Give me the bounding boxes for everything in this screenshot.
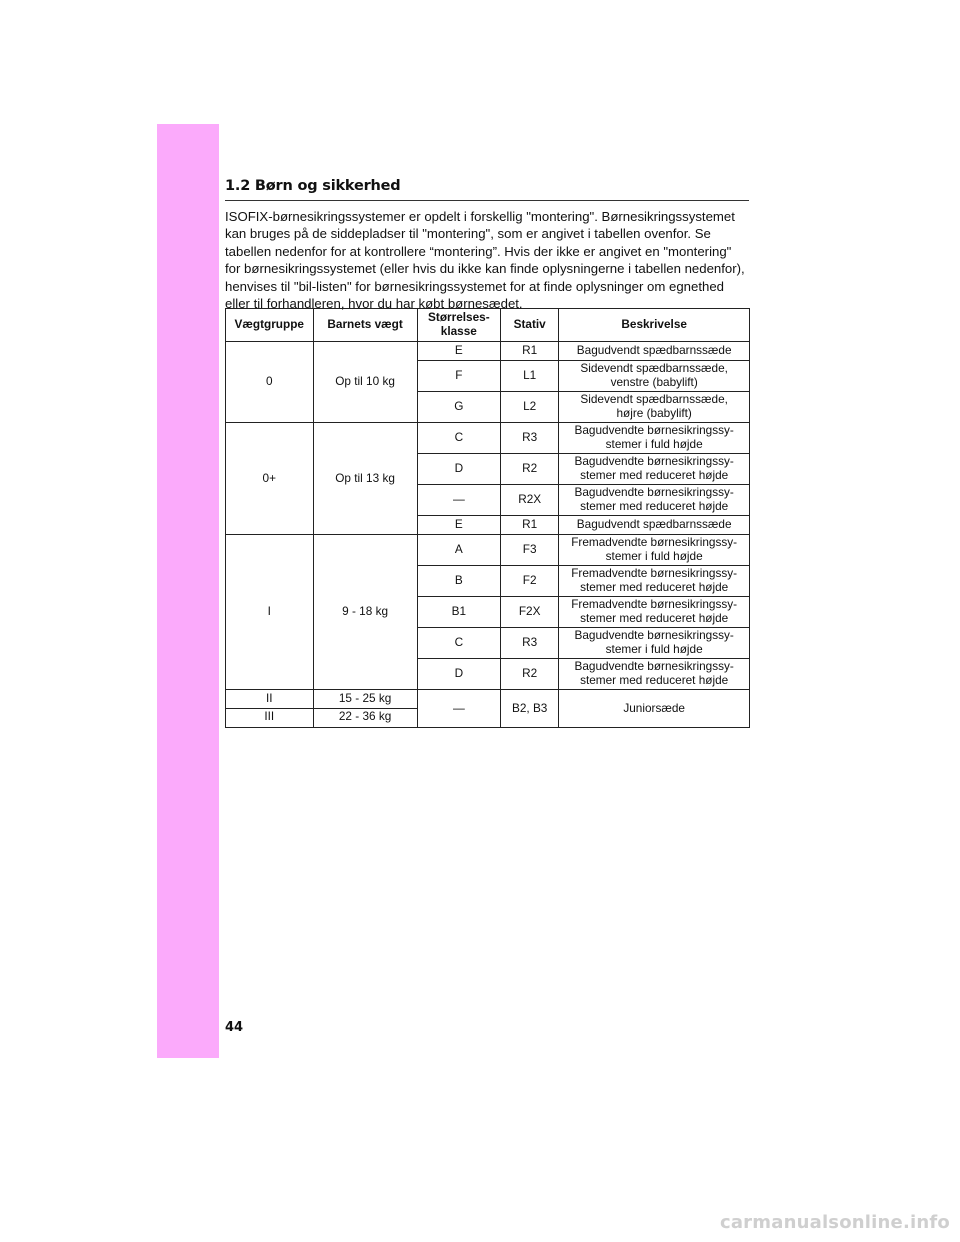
cell-fixture: L1 bbox=[501, 361, 559, 392]
cell-description bbox=[559, 454, 750, 485]
cell-size-class: D bbox=[417, 659, 500, 690]
cell-child-weight: Op til 13 kg bbox=[313, 423, 417, 535]
cell-size-class: A bbox=[417, 535, 500, 566]
cell-description bbox=[559, 597, 750, 628]
header-size-class-line2: klasse bbox=[440, 324, 477, 338]
cell-size-class: F bbox=[417, 361, 500, 392]
cell-fixture: R1 bbox=[501, 516, 559, 535]
cell-fixture: R2 bbox=[501, 454, 559, 485]
page-sidebar-band bbox=[157, 124, 219, 1058]
cell-fixture: R1 bbox=[501, 342, 559, 361]
table-row bbox=[226, 535, 750, 566]
description-line1: Bagudvendte børnesikringssy- bbox=[574, 628, 734, 643]
description-line1: Bagudvendte børnesikringssy- bbox=[574, 659, 734, 674]
page-number: 44 bbox=[225, 1020, 244, 1035]
cell-description bbox=[559, 361, 750, 392]
intro-line: for børnesikringssystemet (eller hvis du ikke kan finde oplysningerne i tabellen nedenfor), bbox=[225, 261, 745, 277]
cell-description bbox=[559, 566, 750, 597]
cell-weight-group: III bbox=[226, 709, 314, 728]
cell-fixture: R3 bbox=[501, 628, 559, 659]
description-line2: stemer med reduceret højde bbox=[580, 580, 729, 594]
intro-line: tabellen nedenfor for at kontrollere “montering”. Hvis der ikke er angivet en "montering" bbox=[225, 243, 732, 259]
header-size-class-line1: Størrelses- bbox=[428, 310, 490, 325]
description-line1: Sidevendt spædbarnssæde, bbox=[580, 392, 728, 407]
cell-weight-group: 0+ bbox=[226, 423, 314, 535]
description-line2: højre (babylift) bbox=[616, 406, 692, 420]
cell-description bbox=[559, 659, 750, 690]
description-line1: Fremadvendte børnesikringssy- bbox=[571, 597, 738, 612]
cell-description bbox=[559, 423, 750, 454]
description-line1: Bagudvendte børnesikringssy- bbox=[574, 454, 734, 469]
description-line1: Fremadvendte børnesikringssy- bbox=[571, 566, 738, 581]
cell-size-class: C bbox=[417, 423, 500, 454]
cell-fixture: L2 bbox=[501, 392, 559, 423]
header-child-weight: Barnets vægt bbox=[313, 309, 417, 342]
description-line1: Sidevendt spædbarnssæde, bbox=[580, 361, 728, 376]
cell-fixture: F2X bbox=[501, 597, 559, 628]
intro-line: ISOFIX-børnesikringssystemer er opdelt i forskellig "montering". Børnesikringssystemet bbox=[225, 209, 735, 224]
cell-size-class: B bbox=[417, 566, 500, 597]
cell-size-class: E bbox=[417, 342, 500, 361]
cell-child-weight: 9 - 18 kg bbox=[313, 535, 417, 690]
table-row bbox=[226, 342, 750, 361]
table-header-row bbox=[226, 309, 750, 342]
cell-fixture: F2 bbox=[501, 566, 559, 597]
table-row bbox=[226, 423, 750, 454]
cell-description: Bagudvendt spædbarnssæde bbox=[559, 342, 750, 361]
cell-child-weight: 22 - 36 kg bbox=[313, 709, 417, 728]
cell-fixture: R3 bbox=[501, 423, 559, 454]
cell-fixture: R2 bbox=[501, 659, 559, 690]
table-row bbox=[226, 690, 750, 709]
description-line1: Bagudvendte børnesikringssy- bbox=[574, 485, 734, 500]
cell-description bbox=[559, 535, 750, 566]
intro-line: henvises til "bil-listen" for børnesikringssystemet for at finde oplysninger om egnethed bbox=[225, 278, 725, 294]
description-line2: venstre (babylift) bbox=[610, 375, 698, 389]
cell-child-weight: 15 - 25 kg bbox=[313, 690, 417, 709]
cell-fixture: F3 bbox=[501, 535, 559, 566]
cell-description bbox=[559, 628, 750, 659]
description-line2: stemer med reduceret højde bbox=[580, 499, 729, 513]
cell-description: Bagudvendt spædbarnssæde bbox=[559, 516, 750, 535]
cell-size-class: C bbox=[417, 628, 500, 659]
cell-description bbox=[559, 485, 750, 516]
description-line1: Bagudvendte børnesikringssy- bbox=[574, 423, 734, 438]
cell-weight-group: I bbox=[226, 535, 314, 690]
description-line2: stemer med reduceret højde bbox=[580, 611, 729, 625]
description-line2: stemer med reduceret højde bbox=[580, 468, 729, 482]
isofix-table bbox=[225, 308, 750, 728]
description-line2: stemer i fuld højde bbox=[605, 549, 703, 563]
cell-size-class: E bbox=[417, 516, 500, 535]
header-weight-group: Vægtgruppe bbox=[226, 309, 314, 342]
intro-line: eller til forhandleren, hvor du har købt børnesædet. bbox=[225, 296, 523, 312]
intro-line: kan bruges på de siddepladser til "montering", som er angivet i tabellen ovenfor. Se bbox=[225, 226, 711, 242]
watermark-logo: carmanualsonline.info bbox=[719, 1212, 950, 1233]
header-size-class bbox=[417, 309, 500, 342]
description-line2: stemer i fuld højde bbox=[605, 437, 703, 451]
cell-weight-group: 0 bbox=[226, 342, 314, 423]
cell-size-class: B1 bbox=[417, 597, 500, 628]
cell-child-weight: Op til 10 kg bbox=[313, 342, 417, 423]
cell-size-class: — bbox=[417, 485, 500, 516]
cell-size-class: — bbox=[417, 690, 500, 728]
intro-paragraph bbox=[225, 208, 753, 312]
cell-description: Juniorsæde bbox=[559, 690, 750, 728]
description-line2: stemer i fuld højde bbox=[605, 642, 703, 656]
header-description: Beskrivelse bbox=[559, 309, 750, 342]
cell-size-class: G bbox=[417, 392, 500, 423]
cell-size-class: D bbox=[417, 454, 500, 485]
header-fixture: Stativ bbox=[501, 309, 559, 342]
section-title: 1.2 Børn og sikkerhed bbox=[225, 178, 401, 194]
cell-fixture: B2, B3 bbox=[501, 690, 559, 728]
description-line1: Fremadvendte børnesikringssy- bbox=[571, 535, 738, 550]
cell-fixture: R2X bbox=[501, 485, 559, 516]
description-line2: stemer med reduceret højde bbox=[580, 673, 729, 687]
cell-weight-group: II bbox=[226, 690, 314, 709]
cell-description bbox=[559, 392, 750, 423]
section-divider bbox=[225, 200, 749, 201]
